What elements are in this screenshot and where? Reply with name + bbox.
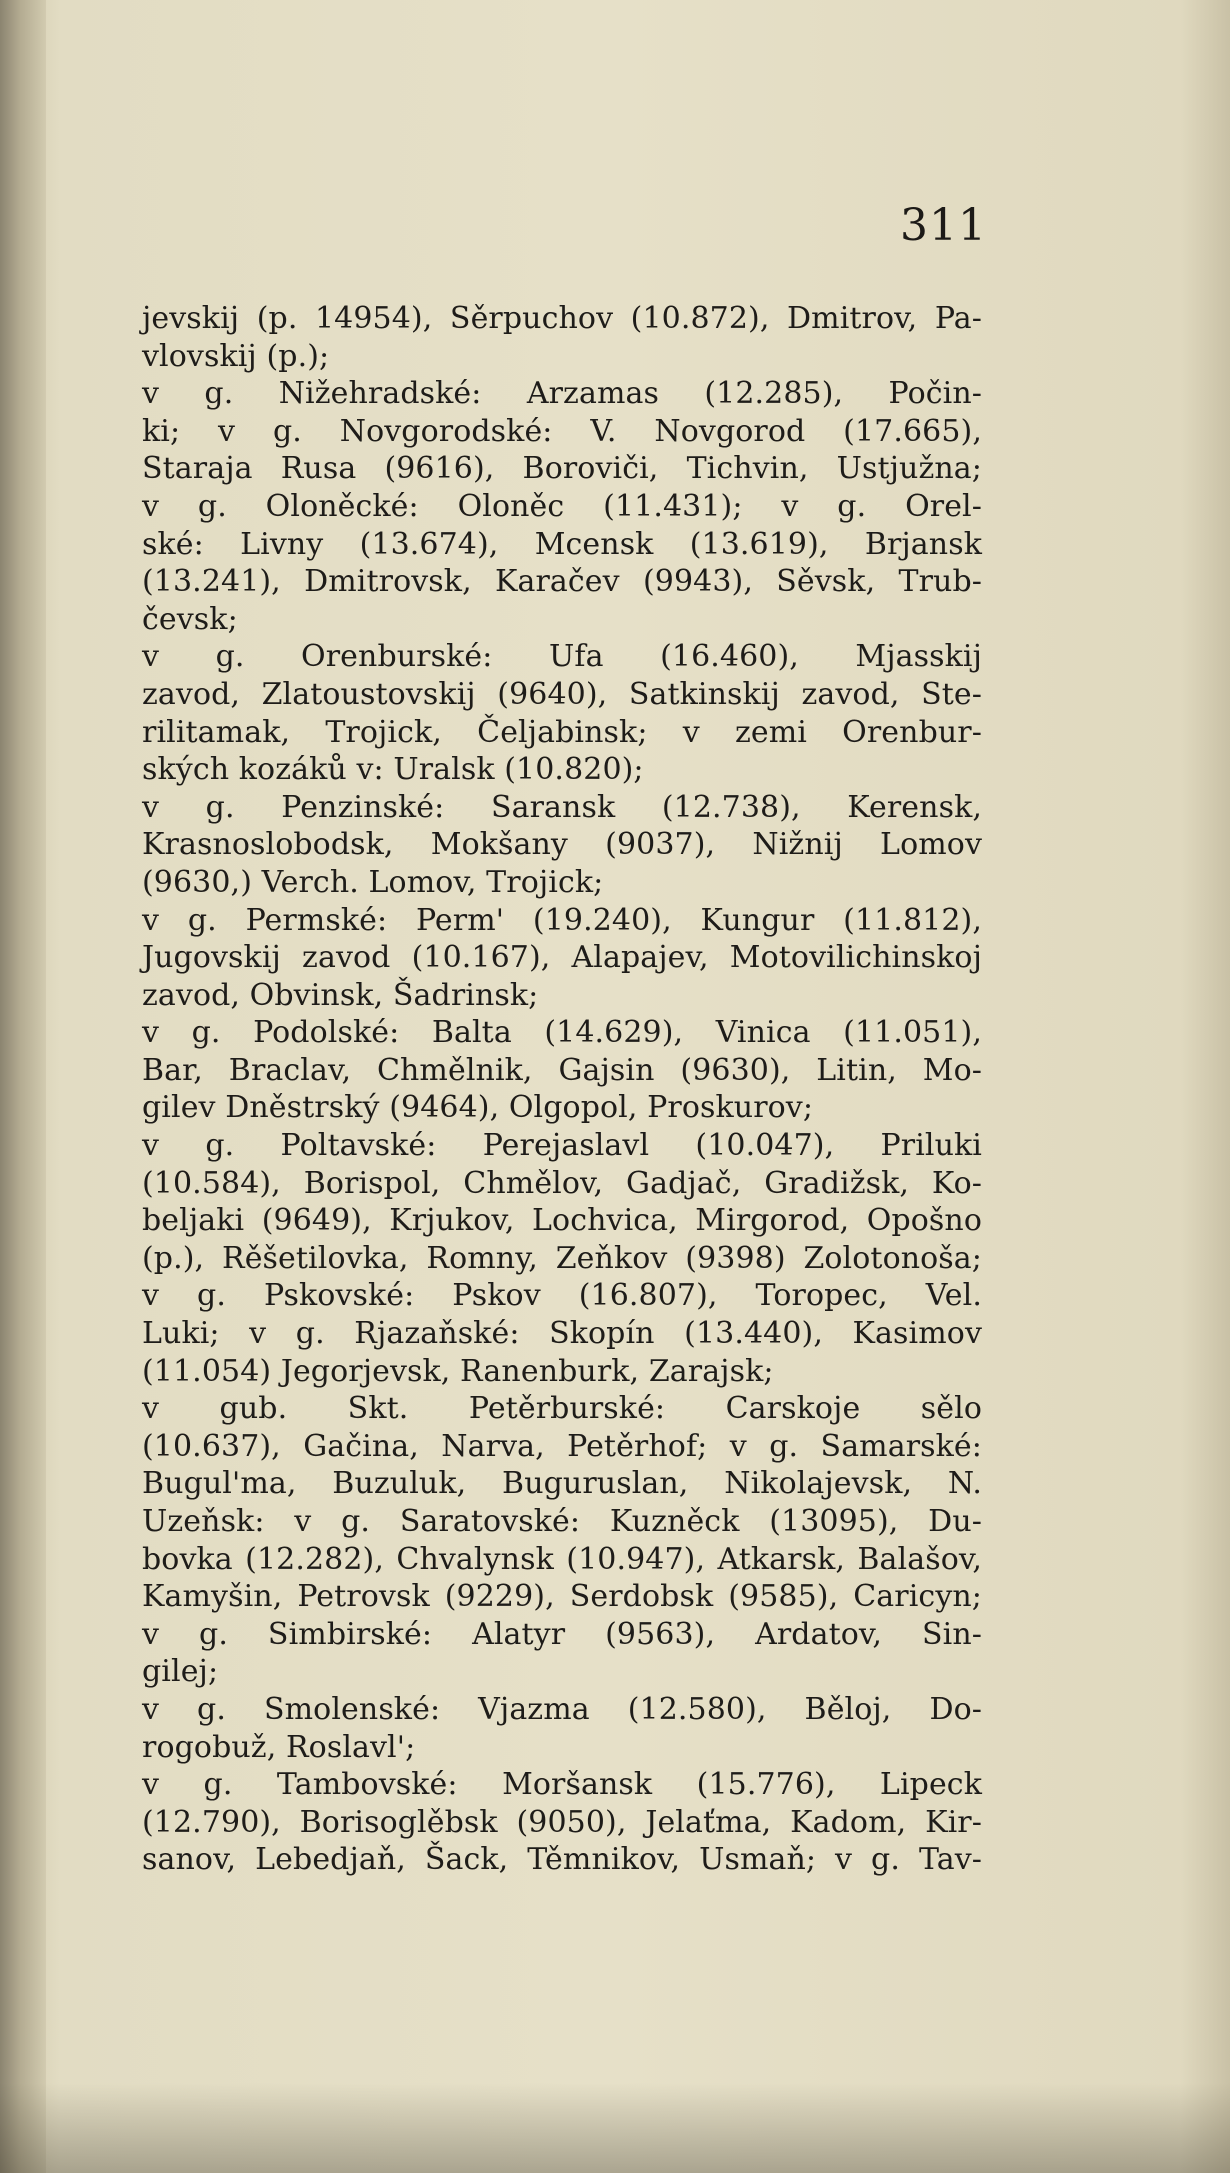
body-text xyxy=(142,300,982,1879)
text-line: bovka (12.282), Chvalynsk (10.947), Atkarsk, Balašov, xyxy=(142,1541,982,1577)
text-line: čevsk; xyxy=(142,601,238,637)
text-line: vlovskij (p.); xyxy=(142,338,330,374)
text-line: v g. Orenburské: Ufa (16.460), Mjasskij xyxy=(142,639,982,675)
text-line: Krasnoslobodsk, Mokšany (9037), Nižnij Lomov xyxy=(142,827,982,863)
text-line: ki; v g. Novgorodské: V. Novgorod (17.665), xyxy=(142,413,982,449)
text-line: zavod, Zlatoustovskij (9640), Satkinskij zavod, Ste- xyxy=(142,676,982,712)
text-line: v g. Pskovské: Pskov (16.807), Toropec, Vel. xyxy=(142,1278,982,1314)
text-line: sanov, Lebedjaň, Šack, Těmnikov, Usmaň; v g. Tav- xyxy=(142,1842,982,1878)
text-line: v gub. Skt. Petěrburské: Carskoje sělo xyxy=(142,1391,982,1427)
text-line: v g. Oloněcké: Oloněc (11.431); v g. Orel- xyxy=(142,488,982,524)
text-line: ských kozáků v: Uralsk (10.820); xyxy=(142,752,644,788)
text-line: v g. Permské: Perm' (19.240), Kungur (11.812), xyxy=(142,902,982,938)
page-bottom-shadow xyxy=(0,2083,1230,2173)
text-line: v g. Smolenské: Vjazma (12.580), Běloj, Do- xyxy=(142,1691,982,1727)
text-line: v g. Tambovské: Moršansk (15.776), Lipeck xyxy=(142,1767,982,1803)
text-line: (9630,) Verch. Lomov, Trojick; xyxy=(142,864,604,900)
text-line: gilev Dněstrský (9464), Olgopol, Proskurov; xyxy=(142,1090,814,1126)
text-line: beljaki (9649), Krjukov, Lochvica, Mirgorod, Opošno xyxy=(142,1203,982,1239)
text-line: Kamyšin, Petrovsk (9229), Serdobsk (9585), Caricyn; xyxy=(142,1579,982,1615)
text-line: (12.790), Borisoglěbsk (9050), Jelaťma, Kadom, Kir- xyxy=(142,1804,982,1840)
text-line: (p.), Rěšetilovka, Romny, Zeňkov (9398) Zolotonoša; xyxy=(142,1240,982,1276)
page-number: 311 xyxy=(900,200,987,251)
text-line: Bugul'ma, Buzuluk, Buguruslan, Nikolajevsk, N. xyxy=(142,1466,982,1502)
text-line: Uzeňsk: v g. Saratovské: Kuzněck (13095), Du- xyxy=(142,1504,982,1539)
text-line: Luki; v g. Rjazaňské: Skopín (13.440), Kasimov xyxy=(142,1316,982,1352)
text-line: (13.241), Dmitrovsk, Karačev (9943), Sěvsk, Trub- xyxy=(142,564,982,600)
text-line: rogobuž, Roslavl'; xyxy=(142,1729,416,1765)
text-line: v g. Nižehradské: Arzamas (12.285), Počin- xyxy=(142,376,982,412)
text-line: ské: Livny (13.674), Mcensk (13.619), Brjansk xyxy=(142,526,982,562)
text-line: rilitamak, Trojick, Čeljabinsk; v zemi Orenbur- xyxy=(142,714,982,750)
text-line: Bar, Braclav, Chmělnik, Gajsin (9630), Litin, Mo- xyxy=(142,1052,982,1088)
text-line: v g. Penzinské: Saransk (12.738), Kerensk, xyxy=(142,789,982,825)
book-spine-shadow xyxy=(0,0,46,2173)
text-line: gilej; xyxy=(142,1654,219,1690)
text-line: v g. Poltavské: Perejaslavl (10.047), Priluki xyxy=(142,1128,982,1164)
text-line: zavod, Obvinsk, Šadrinsk; xyxy=(142,977,539,1013)
text-line: (10.584), Borispol, Chmělov, Gadjač, Gradižsk, Ko- xyxy=(142,1165,982,1201)
text-line: (10.637), Gačina, Narva, Petěrhof; v g. Samarské: xyxy=(142,1428,982,1464)
text-line: v g. Simbirské: Alatyr (9563), Ardatov, Sin- xyxy=(142,1616,982,1652)
text-line: Jugovskij zavod (10.167), Alapajev, Motovilichinskoj xyxy=(142,940,982,976)
text-line: jevskij (p. 14954), Sěrpuchov (10.872), Dmitrov, Pa- xyxy=(142,301,982,336)
text-line: (11.054) Jegorjevsk, Ranenburk, Zarajsk; xyxy=(142,1353,774,1389)
text-line: Staraja Rusa (9616), Boroviči, Tichvin, Ustjužna; xyxy=(142,451,982,487)
text-line: v g. Podolské: Balta (14.629), Vinica (11.051), xyxy=(142,1015,982,1051)
